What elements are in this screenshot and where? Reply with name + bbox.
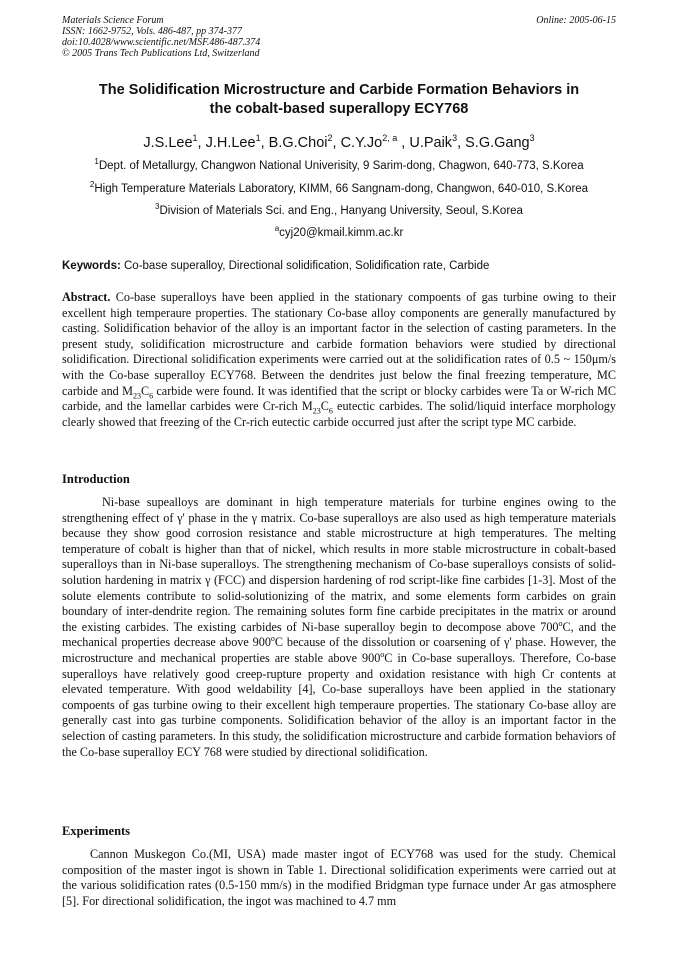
abstract-text: eutectic carbides. The solid/liquid interface morphology clearly showed that freezing of the Cr-rich eutectic carbide occurred just after the script type MC carbide. bbox=[62, 399, 616, 429]
abstract-text: C bbox=[140, 383, 150, 398]
subscript: 23 bbox=[132, 391, 141, 400]
author-separator: , bbox=[332, 134, 341, 151]
affiliation-mark: 3 bbox=[155, 202, 160, 211]
superscript: o bbox=[270, 634, 275, 644]
affiliation-3 bbox=[40, 200, 638, 218]
author-affiliation-mark: 3 bbox=[529, 133, 535, 143]
author-name: S.G.Gang bbox=[465, 134, 530, 151]
keywords-text: Co-base superalloy, Directional solidification, Solidification rate, Carbide bbox=[120, 260, 490, 272]
abstract-text: Co-base superalloys have been applied in the stationary compoents of gas turbine owing to their excellent high temperaure properties. The stationary Co-base alloy components are generally manufactured by casting. Solidification behavior of the alloy is an important factor in the selection of casting parameters. In the present study, solidification microstructure and carbide formation behaviors were studied by directional solidification. Directional solidification experiments were carried out at the solidification rates of 0.5 ~ 150μm/s with the Co-base superalloy ECY768. Between the dendrites just below the final freezing temperature, MC carbide and M bbox=[62, 290, 616, 398]
affiliation-1 bbox=[40, 155, 638, 173]
author-name: C.Y.Jo bbox=[340, 134, 383, 151]
subscript: 6 bbox=[149, 391, 154, 400]
experiments-body: Cannon Muskegon Co.(MI, USA) made master ingot of ECY768 was used for the study. Chemical composition of the master ingot is shown in Table 1. Directional solidification experiments were carried out at the various solidification rates (0.5-150 mm/s) in the modified Bridgman type furnace under Ar gas atmosphere [5]. For directional solidification, the ingot was machined to 4.7 mm bbox=[62, 847, 616, 908]
abstract-text: carbide were found. It was identified that the script or blocky carbides were Ta or W-rich MC carbide, and the lamellar carbides were Cr-rich M bbox=[62, 383, 616, 414]
subscript: 6 bbox=[328, 406, 333, 416]
abstract-text: C bbox=[320, 399, 329, 414]
author-affiliation-mark: 1 bbox=[192, 133, 198, 143]
journal-header bbox=[62, 15, 260, 59]
author-separator: , bbox=[260, 134, 269, 151]
author-affiliation-mark: 2 bbox=[327, 133, 333, 143]
affiliation-mark: 2 bbox=[89, 180, 95, 189]
abstract bbox=[62, 290, 616, 430]
contact-email bbox=[40, 222, 638, 240]
author-affiliation-mark: 1 bbox=[255, 133, 261, 143]
superscript: o bbox=[380, 649, 385, 659]
title-line-1: The Solidification Microstructure and Carbide Formation Behaviors in bbox=[98, 82, 580, 98]
journal-name: Materials Science Forum bbox=[62, 15, 164, 26]
journal-copyright: © 2005 Trans Tech Publications Ltd, Switzerland bbox=[62, 48, 260, 59]
introduction-text: C because of the dissolution or coarsening of γ' phase. However, the microstructure and mechanical properties are stable above 900 bbox=[62, 635, 617, 665]
affiliation-text: Division of Materials Sci. and Eng., Hanyang University, Seoul, S.Korea bbox=[159, 204, 523, 217]
author-name: J.S.Lee bbox=[143, 134, 193, 151]
introduction-heading: Introduction bbox=[62, 472, 130, 486]
affiliation-text: Dept. of Metallurgy, Changwon National Univerisity, 9 Sarim-dong, Chagwon, 640-773, S.Korea bbox=[98, 159, 584, 172]
introduction-text: Ni-base supealloys are dominant in high temperature materials for turbine engines owing to the strengthening effect of γ' phase in the γ matrix. Co-base superalloys are also used as high temperature materials because they show good corrosion resistance and stable microstructure at high temperatures. The melting temperature of cobalt is higher than that of nickel, which results in more stable microstructure in cobalt-based superalloys than in Ni-base superalloys. The strengthening mechanism of Co-base superalloys consists of solid-solution hardening in matrix γ (FCC) and dispersion hardening of rod script-like fine carbides [1-3]. Most of the solute elements contribute to solid-solutionizing of the matrix, and some elements form carbides on grain boundary of inter-dendrite region. The remaining solutes form fine carbide precipitates in the matrix or around the existing carbides. The existing carbides of Ni-base superalloy begin to decompose above 700 bbox=[62, 495, 616, 634]
author-affiliation-mark: 3 bbox=[452, 133, 458, 143]
title-line-2: the cobalt-based superallopy ECY768 bbox=[209, 101, 469, 117]
author-name: J.H.Lee bbox=[205, 134, 256, 151]
subscript: 23 bbox=[312, 406, 321, 416]
email-text: cyj20@kmail.kimm.ac.kr bbox=[279, 226, 404, 239]
author-list bbox=[40, 128, 638, 153]
affiliation-mark: a bbox=[274, 224, 280, 233]
online-date: Online: 2005-06-15 bbox=[536, 15, 616, 26]
paper-title bbox=[40, 81, 638, 119]
keywords-label: Keywords: bbox=[62, 260, 121, 272]
affiliation-2 bbox=[40, 178, 638, 196]
author-separator: , bbox=[397, 134, 410, 151]
introduction-body bbox=[62, 495, 616, 760]
introduction-text: C in Co-base superalloys. Therefore, Co-base superalloys have relatively good creep-rupture property and oxidation resistance with high Cr contents at elevated temperature. With good weldability [4], Co-base superalloys have been applied in the stationary compoents of gas turbine owing to their excellent high temperaure properties. The stationary Co-base alloy are generally cast into gas turbine components. Solidification behavior of the alloy is an important factor in the selection of casting parameters. In this study, the solidification microstructure and carbide formation behaviors of the Co-base superalloy ECY 768 were studied by directional solidification. bbox=[62, 650, 616, 759]
abstract-label: Abstract. bbox=[62, 290, 111, 304]
author-name: U.Paik bbox=[409, 134, 453, 151]
author-separator: , bbox=[457, 134, 466, 151]
superscript: o bbox=[558, 618, 563, 628]
journal-doi: doi:10.4028/www.scientific.net/MSF.486-487.374 bbox=[62, 37, 261, 48]
introduction-text: C, and the mechanical properties decrease above 900 bbox=[62, 619, 617, 650]
experiments-heading: Experiments bbox=[62, 824, 131, 838]
author-affiliation-mark: 2, a bbox=[382, 133, 398, 143]
keywords bbox=[62, 259, 618, 273]
author-name: B.G.Choi bbox=[268, 134, 328, 151]
journal-issn: ISSN: 1662-9752, Vols. 486-487, pp 374-377 bbox=[62, 26, 242, 37]
author-separator: , bbox=[197, 134, 206, 151]
affiliation-text: High Temperature Materials Laboratory, KIMM, 66 Sangnam-dong, Changwon, 640-010, S.Korea bbox=[94, 182, 589, 195]
affiliation-mark: 1 bbox=[94, 157, 99, 166]
